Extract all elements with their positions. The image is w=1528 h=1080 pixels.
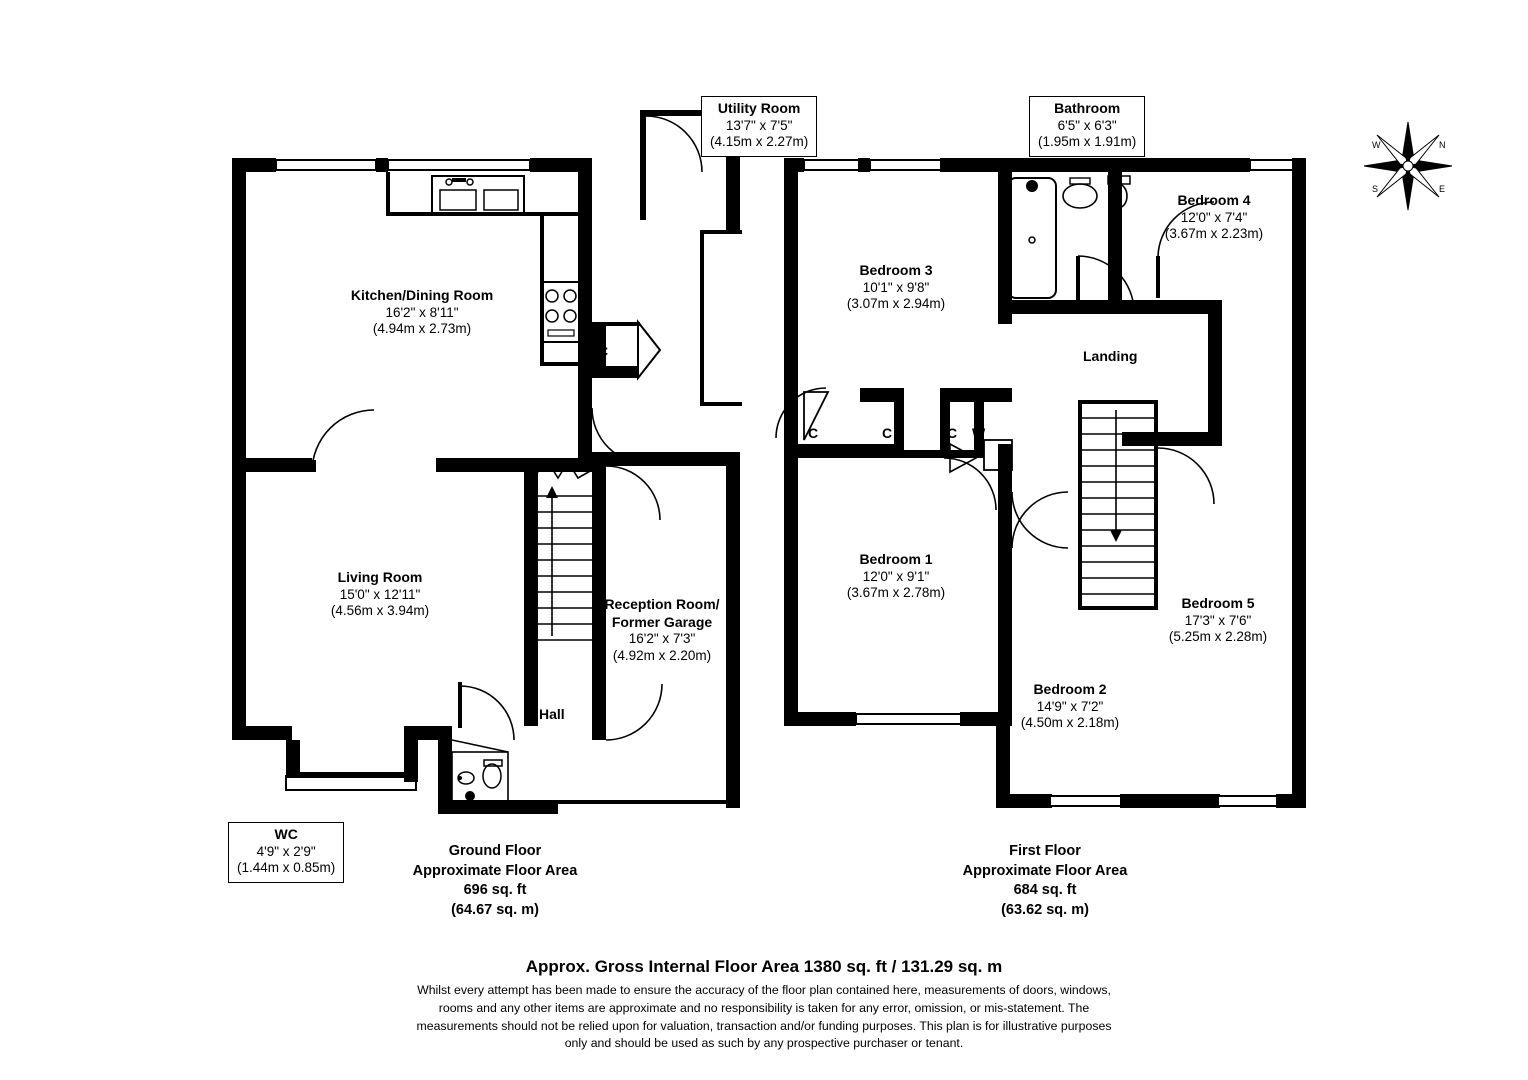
room-label-kitchen-dining: Kitchen/Dining Room 16'2" x 8'11" (4.94m x 2.73m) — [350, 287, 494, 337]
first-floor-area-block: First Floor Approximate Floor Area 684 sq. ft (63.62 sq. m) — [962, 843, 1128, 918]
room-label-living-room: Living Room 15'0" x 12'11" (4.56m x 3.94m) — [330, 569, 430, 619]
callout-utility-room: Utility Room 13'7" x 7'5" (4.15m x 2.27m) — [701, 96, 817, 157]
compass-w-label: W — [1372, 140, 1381, 150]
gross-area-heading: Approx. Gross Internal Floor Area 1380 sq. ft / 131.29 sq. m — [525, 957, 1003, 976]
cupboard-label-first-c3: C — [947, 425, 958, 441]
callout-wc: WC 4'9" x 2'9" (1.44m x 0.85m) — [228, 822, 344, 883]
room-label-hall: Hall — [539, 706, 565, 722]
room-label-bedroom-2: Bedroom 2 14'9" x 7'2" (4.50m x 2.18m) — [1020, 681, 1120, 731]
room-label-bedroom-3: Bedroom 3 10'1" x 9'8" (3.07m x 2.94m) — [846, 262, 946, 312]
room-label-landing: Landing — [1083, 348, 1138, 364]
room-label-bedroom-1: Bedroom 1 12'0" x 9'1" (3.67m x 2.78m) — [846, 551, 946, 601]
room-label-bedroom-5: Bedroom 5 17'3" x 7'6" (5.25m x 2.28m) — [1168, 595, 1268, 645]
compass-e-label: E — [1439, 184, 1446, 194]
compass-rose — [1360, 118, 1456, 214]
room-label-reception-room: Reception Room/ Former Garage 16'2" x 7'3" (4.92m x 2.20m) — [604, 596, 720, 663]
room-label-bedroom-4: Bedroom 4 12'0" x 7'4" (3.67m x 2.23m) — [1164, 192, 1264, 242]
footer — [0, 957, 1528, 1053]
cupboard-label-first-w: W — [972, 425, 986, 441]
compass-s-label: S — [1372, 184, 1379, 194]
cupboard-label-ground-c: C — [598, 343, 609, 359]
cupboard-label-first-c2: C — [882, 425, 893, 441]
callout-bathroom: Bathroom 6'5" x 6'3" (1.95m x 1.91m) — [1029, 96, 1145, 157]
disclaimer: Whilst every attempt has been made to ensure the accuracy of the floor plan contained here, measurements of doors, windows, rooms and any other items are approximate and no responsibility is taken for any error, omission, or mis-statement. The measurements should not be relied upon for valuation, transaction and/or funding purposes. This plan is for illustrative purposes only and should be used as such by any prospective purchaser or tenant. — [416, 983, 1112, 1051]
compass-n-label: N — [1439, 140, 1446, 150]
ground-floor-area-block: Ground Floor Approximate Floor Area 696 sq. ft (64.67 sq. m) — [412, 843, 578, 918]
cupboard-label-first-c1: C — [808, 425, 819, 441]
